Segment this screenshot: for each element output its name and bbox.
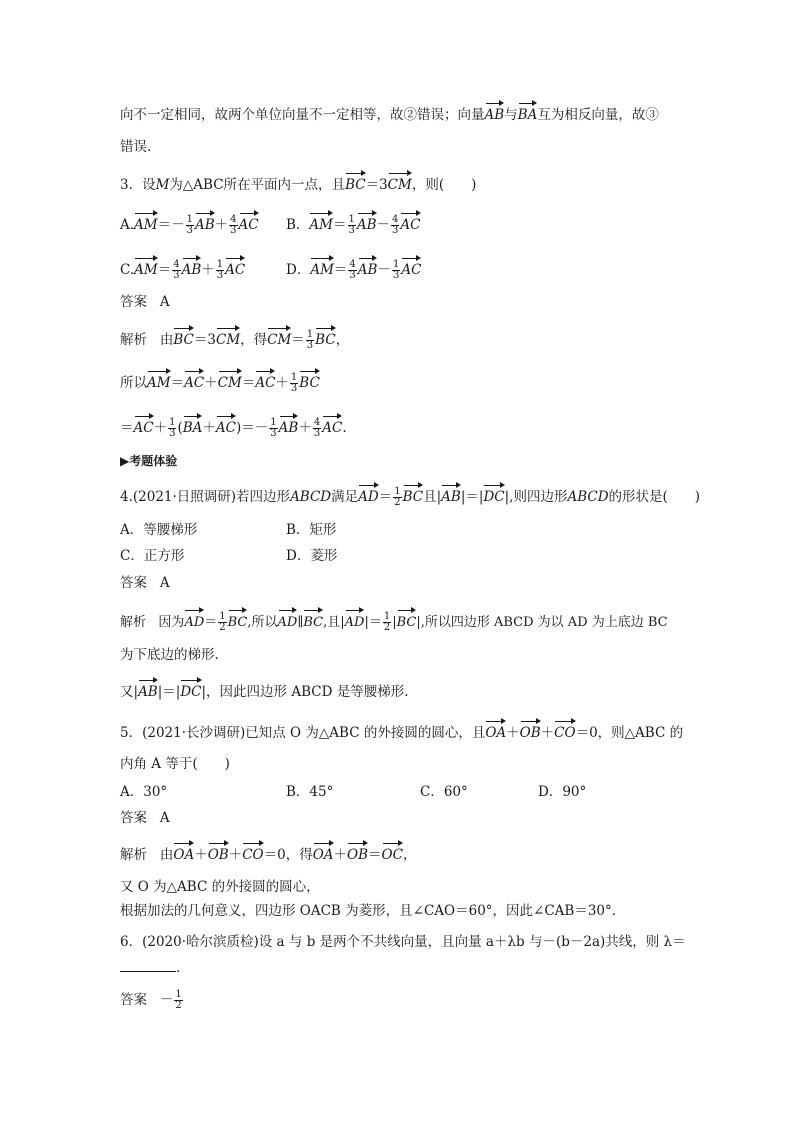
fraction: $\frac{1}{2}$ — [175, 989, 182, 1011]
fraction: $\frac{1}{3}$ — [306, 329, 314, 351]
question-5-answer: 答案 A — [120, 810, 170, 826]
fraction: $\frac{1}{3}$ — [270, 417, 277, 439]
fraction: $\frac{4}{3}$ — [173, 259, 180, 281]
fraction: $\frac{1}{2}$ — [383, 611, 391, 633]
question-5-analysis-2: 又 O 为△ABC 的外接圆的圆心， — [120, 879, 320, 895]
question-4-option-c: C．正方形 — [120, 548, 185, 564]
question-3-option-c: C.AM＝ $\frac{4}{3}$ AB＋ $\frac{1}{3}$ AC — [120, 255, 245, 281]
continuation-line-2: 错误. — [120, 139, 152, 155]
fraction: $\frac{4}{3}$ — [349, 259, 356, 281]
question-3-answer: 答案 A — [120, 294, 170, 310]
question-3-analysis-1: 解析 由BC＝3CM，得CM＝ $\frac{1}{3}$ BC， — [120, 325, 349, 351]
question-4-stem: 4.(2021·日照调研)若四边形ABCD满足AD＝ $\frac{1}{2}$ BC且|AB|＝|DC|,则四边形ABCD的形状是( ) — [120, 482, 700, 508]
fraction: $\frac{1}{3}$ — [392, 259, 400, 281]
fraction: $\frac{1}{3}$ — [348, 214, 355, 236]
fraction: $\frac{1}{3}$ — [290, 372, 298, 394]
question-4-analysis-3: 又|AB|＝|DC|，因此四边形 ABCD 是等腰梯形. — [120, 677, 409, 702]
question-4-answer: 答案 A — [120, 575, 170, 591]
question-5-stem: 5．(2021·长沙调研)已知点 O 为△ABC 的外接圆的圆心，且OA＋OB＋CO＝0，则△ABC 的 — [120, 718, 683, 743]
question-3-analysis-3: ＝AC＋ $\frac{1}{3}$ (BA＋AC)＝－ $\frac{1}{3}$ AB＋ $\frac{4}{3}$ AC. — [120, 413, 347, 439]
vector-AB: AB — [485, 100, 505, 123]
vector-BA: BA — [518, 100, 538, 123]
question-6-stem: 6．(2020·哈尔滨质检)设 a 与 b 是两个不共线向量，且向量 a＋λb 与－(b－2a)共线，则 λ＝ — [120, 934, 686, 950]
question-5-option-b: B．45° — [286, 784, 334, 800]
question-5-stem-2: 内角 A 等于( ) — [120, 756, 230, 772]
question-6-blank: . — [120, 958, 180, 978]
triangle-right-icon: ▶ — [120, 454, 130, 468]
question-6-answer: 答案 － $\frac{1}{2}$ — [120, 989, 182, 1011]
question-4-option-b: B．矩形 — [286, 522, 337, 538]
fraction: $\frac{4}{3}$ — [313, 417, 321, 439]
question-4-option-a: A．等腰梯形 — [120, 522, 198, 538]
question-3-option-d: D．AM＝ $\frac{4}{3}$ AB－ $\frac{1}{3}$ AC — [286, 255, 421, 281]
question-5-option-d: D．90° — [538, 784, 587, 800]
fraction: $\frac{1}{3}$ — [216, 259, 224, 281]
question-3-analysis-2: 所以AM＝AC＋CM＝AC＋ $\frac{1}{3}$ BC — [120, 368, 320, 394]
question-5-analysis-3: 根据加法的几何意义，四边形 OACB 为菱形，且∠CAO＝60°，因此∠CAB＝30°. — [120, 903, 617, 919]
question-4-analysis-2: 为下底边的梯形. — [120, 647, 219, 663]
fraction: $\frac{4}{3}$ — [230, 214, 237, 236]
question-3-option-a: A.AM＝－ $\frac{1}{3}$ AB＋ $\frac{4}{3}$ AC — [120, 210, 259, 236]
continuation-line-1: 向不一定相同，故两个单位向量不一定相等，故②错误；向量AB与BA互为相反向量，故③ — [120, 100, 659, 125]
fraction: $\frac{1}{2}$ — [394, 486, 401, 508]
fraction: $\frac{1}{3}$ — [186, 214, 193, 236]
fraction: $\frac{1}{3}$ — [169, 417, 176, 439]
question-4-analysis-1: 解析 因为AD＝ $\frac{1}{2}$ BC,所以AD∥BC,且|AD|＝ $\frac{1}{2}$ |BC|,所以四边形 ABCD 为以 AD 为上底边 BC — [120, 607, 668, 633]
question-5-option-c: C．60° — [420, 784, 468, 800]
answer-blank — [120, 971, 176, 972]
fraction: $\frac{4}{3}$ — [392, 214, 399, 236]
question-4-option-d: D．菱形 — [286, 548, 338, 564]
fraction: $\frac{1}{2}$ — [219, 611, 226, 633]
question-3-option-b: B．AM＝ $\frac{1}{3}$ AB－ $\frac{4}{3}$ AC — [286, 210, 421, 236]
question-5-analysis-1: 解析 由OA＋OB＋CO＝0，得OA＋OB＝OC， — [120, 840, 416, 865]
question-3-stem: 3．设M为△ABC所在平面内一点，且BC＝3CM，则( ) — [120, 170, 476, 195]
question-5-option-a: A．30° — [120, 784, 168, 800]
section-heading: ▶考题体验 — [120, 454, 178, 468]
